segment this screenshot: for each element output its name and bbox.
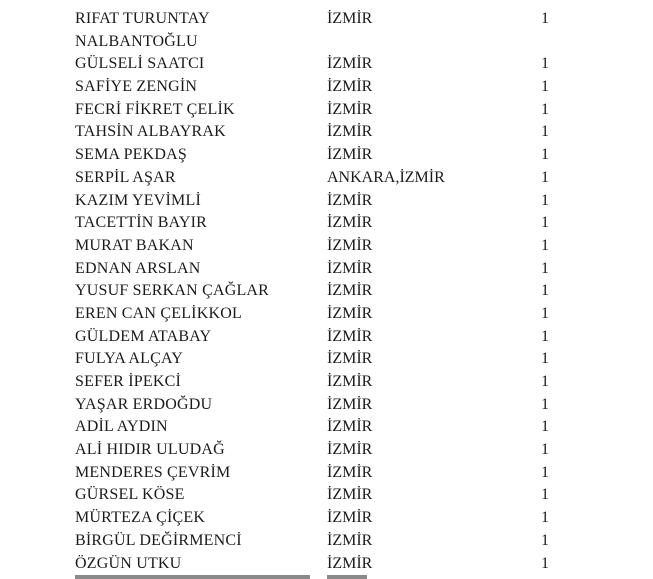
table-row — [0, 121, 653, 144]
name-cell: SAFİYE ZENGİN — [75, 78, 198, 96]
city-cell: İZMİR — [327, 441, 373, 459]
count-cell: 1 — [541, 10, 549, 27]
city-cell: İZMİR — [327, 55, 373, 73]
table-row — [0, 53, 653, 76]
table-row — [0, 303, 653, 326]
cut-off-next-row — [0, 573, 653, 579]
city-cell: İZMİR — [327, 350, 373, 368]
name-cell: SEFER İPEKCİ — [75, 373, 181, 391]
city-cell: İZMİR — [327, 123, 373, 141]
table-row — [0, 76, 653, 99]
table-row — [0, 190, 653, 213]
table-row — [0, 462, 653, 485]
name-cell: GÜRSEL KÖSE — [75, 486, 185, 504]
top-margin — [0, 0, 653, 8]
city-cell: İZMİR — [327, 509, 373, 527]
count-cell: 1 — [541, 78, 549, 96]
city-cell: İZMİR — [327, 327, 373, 345]
city-cell: İZMİR — [327, 304, 373, 322]
count-cell: 1 — [541, 531, 549, 549]
count-cell: 1 — [541, 123, 549, 141]
name-cell: SEMA PEKDAŞ — [75, 146, 188, 164]
name-cell: ÖZGÜN UTKU — [75, 554, 182, 572]
count-cell: 1 — [541, 236, 549, 254]
city-cell: İZMİR — [327, 418, 373, 436]
table-row — [0, 235, 653, 258]
city-cell: İZMİR — [327, 282, 373, 300]
count-cell: 1 — [541, 463, 549, 481]
count-cell: 1 — [541, 554, 549, 572]
cut-off-text-fragment — [327, 575, 367, 579]
count-cell: 1 — [541, 509, 549, 527]
count-cell: 1 — [541, 259, 549, 277]
count-cell: 1 — [541, 55, 549, 73]
name-cell: RIFAT TURUNTAY NALBANTOĞLU — [75, 10, 210, 50]
name-cell: EDNAN ARSLAN — [75, 259, 201, 277]
table-row — [0, 371, 653, 394]
count-cell: 1 — [541, 146, 549, 164]
table-row — [0, 258, 653, 281]
city-cell: İZMİR — [327, 10, 373, 27]
name-cell: SERPİL AŞAR — [75, 168, 176, 186]
count-cell: 1 — [541, 418, 549, 436]
table-row — [0, 553, 653, 576]
table-row — [0, 212, 653, 235]
name-cell: FULYA ALÇAY — [75, 350, 184, 368]
table-row — [0, 280, 653, 303]
table-row — [0, 530, 653, 553]
table-row — [0, 348, 653, 371]
table-row — [0, 144, 653, 167]
count-cell: 1 — [541, 350, 549, 368]
table-row — [0, 167, 653, 190]
name-cell: MENDERES ÇEVRİM — [75, 463, 231, 481]
count-cell: 1 — [541, 395, 549, 413]
city-cell: İZMİR — [327, 395, 373, 413]
count-cell: 1 — [541, 373, 549, 391]
city-cell: İZMİR — [327, 259, 373, 277]
table-row — [0, 99, 653, 122]
city-cell: İZMİR — [327, 146, 373, 164]
city-cell: İZMİR — [327, 531, 373, 549]
name-cell: ALİ HIDIR ULUDAĞ — [75, 441, 225, 459]
name-cell: YAŞAR ERDOĞDU — [75, 395, 213, 413]
count-cell: 1 — [541, 486, 549, 504]
name-cell: EREN CAN ÇELİKKOL — [75, 304, 242, 322]
city-cell: İZMİR — [327, 236, 373, 254]
city-cell: İZMİR — [327, 191, 373, 209]
table-row — [0, 484, 653, 507]
city-cell: İZMİR — [327, 78, 373, 96]
city-cell: İZMİR — [327, 100, 373, 118]
count-cell: 1 — [541, 327, 549, 345]
city-cell: İZMİR — [327, 373, 373, 391]
name-cell: ADİL AYDIN — [75, 418, 168, 436]
name-cell: MURAT BAKAN — [75, 236, 194, 254]
count-cell: 1 — [541, 100, 549, 118]
count-cell: 1 — [541, 191, 549, 209]
table-row — [0, 394, 653, 417]
city-cell: İZMİR — [327, 486, 373, 504]
name-cell: GÜLDEM ATABAY — [75, 327, 212, 345]
table-row — [0, 507, 653, 530]
name-cell: TACETTİN BAYIR — [75, 214, 208, 232]
name-cell: KAZIM YEVİMLİ — [75, 191, 201, 209]
count-cell: 1 — [541, 168, 549, 186]
table-row — [0, 439, 653, 462]
count-cell: 1 — [541, 304, 549, 322]
city-cell: İZMİR — [327, 463, 373, 481]
name-cell: GÜLSELİ SAATCI — [75, 55, 205, 73]
city-cell: ANKARA,İZMİR — [327, 168, 445, 186]
table-row — [0, 416, 653, 439]
name-cell: BİRGÜL DEĞİRMENCİ — [75, 531, 242, 549]
name-cell: MÜRTEZA ÇİÇEK — [75, 509, 206, 527]
cut-off-text-fragment — [75, 575, 310, 579]
name-cell: YUSUF SERKAN ÇAĞLAR — [75, 282, 270, 300]
table-row — [0, 8, 653, 53]
city-cell: İZMİR — [327, 214, 373, 232]
count-cell: 1 — [541, 282, 549, 300]
name-cell: TAHSİN ALBAYRAK — [75, 123, 226, 141]
table-row — [0, 326, 653, 349]
city-cell: İZMİR — [327, 554, 373, 572]
count-cell: 1 — [541, 441, 549, 459]
count-cell: 1 — [541, 214, 549, 232]
name-cell: FECRİ FİKRET ÇELİK — [75, 100, 235, 118]
